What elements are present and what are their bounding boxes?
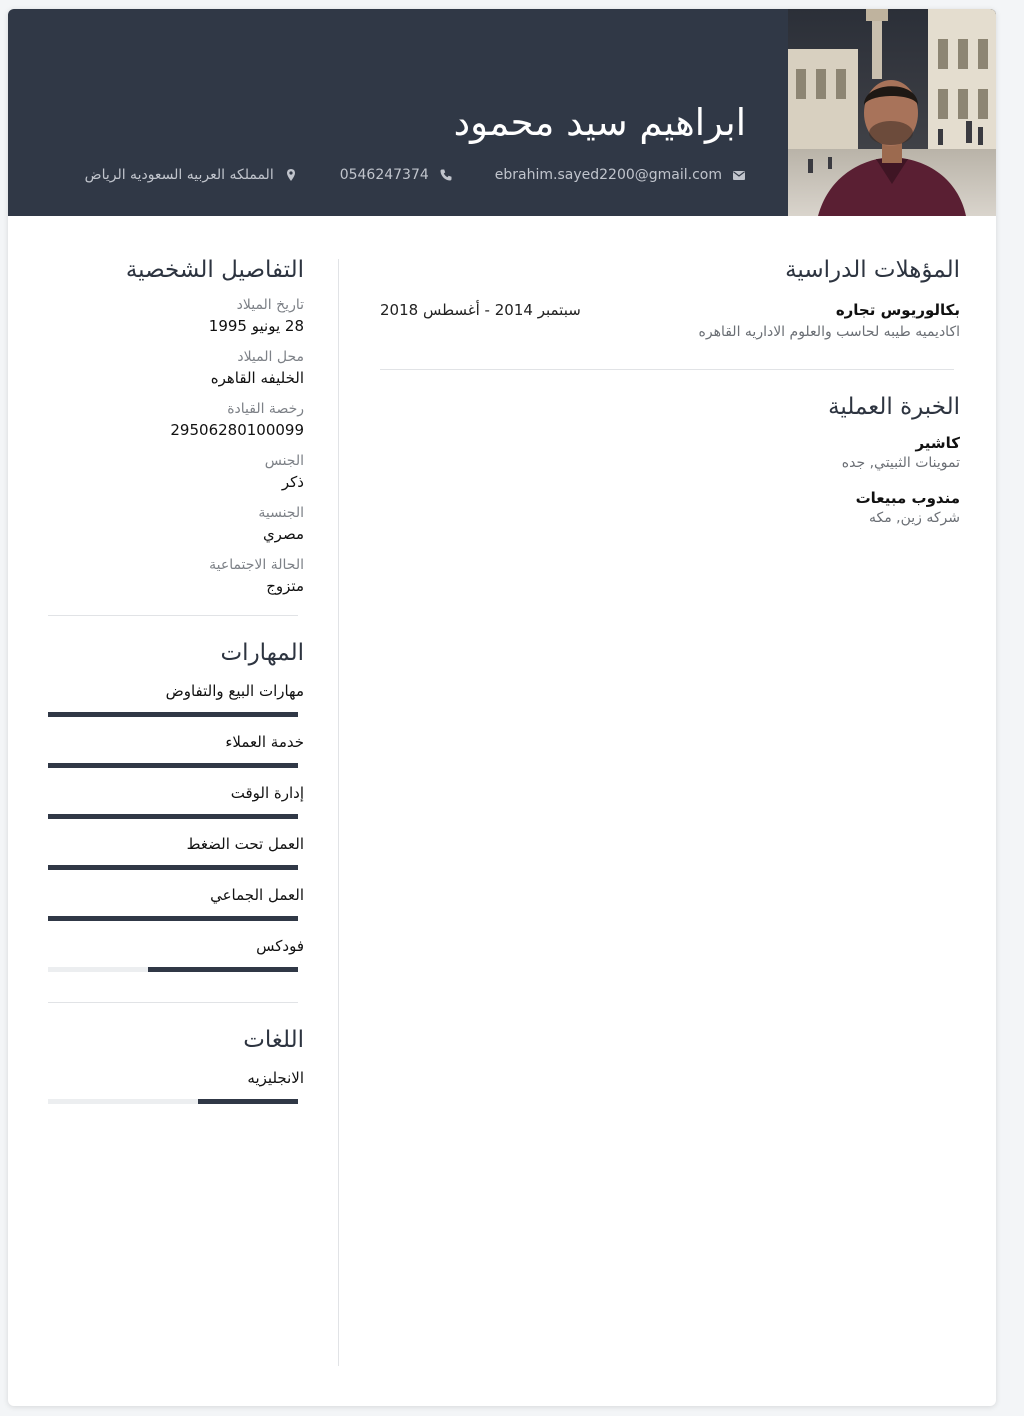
section-divider (48, 1002, 298, 1003)
detail-label: رخصة القيادة (227, 401, 304, 417)
skill-bar-fill (48, 814, 298, 819)
phone-text: 0546247374 (339, 167, 429, 183)
skill-name: العمل الجماعي (210, 886, 304, 904)
column-divider (338, 259, 339, 1366)
skill-name: مهارات البيع والتفاوض (165, 682, 304, 700)
skill-bar-fill (48, 865, 298, 870)
skill-bar-fill (148, 967, 298, 972)
candidate-name: ابراهيم سيد محمود (453, 101, 746, 144)
skill-name: إدارة الوقت (230, 784, 304, 802)
detail-value: متزوج (266, 577, 304, 595)
location-text: المملكه العربيه السعوديه الرياض (84, 167, 274, 183)
skill-bar-fill (48, 763, 298, 768)
skill-item (48, 835, 304, 870)
education-item (380, 301, 960, 353)
detail-item (48, 297, 304, 335)
language-name: الانجليزيه (247, 1069, 304, 1087)
skill-item (48, 886, 304, 921)
language-bar-fill (198, 1099, 298, 1104)
envelope-icon (732, 168, 746, 182)
job-title: كاشير (915, 434, 960, 452)
job-title: مندوب مبيعات (855, 489, 960, 507)
section-divider (48, 615, 298, 616)
education-heading: المؤهلات الدراسية (785, 257, 960, 283)
resume-header (8, 9, 996, 216)
detail-label: الجنس (264, 453, 304, 469)
resume-card (8, 9, 996, 1406)
detail-item (48, 453, 304, 491)
skill-item (48, 784, 304, 819)
job-company: شركه زين, مكه (868, 510, 960, 526)
skill-name: خدمة العملاء (225, 733, 304, 751)
personal-heading: التفاصيل الشخصية (125, 257, 304, 283)
map-pin-icon (284, 168, 298, 182)
skill-name: فودكس (256, 937, 304, 955)
contact-email[interactable] (495, 167, 746, 183)
education-dates: سبتمبر 2014 - أغسطس 2018 (380, 301, 581, 319)
skill-item (48, 682, 304, 717)
detail-item (48, 505, 304, 543)
skills-heading: المهارات (220, 640, 304, 666)
main-column (380, 257, 960, 526)
language-bar (48, 1099, 298, 1104)
detail-value: ذكر (281, 473, 304, 491)
contact-phone[interactable] (340, 167, 453, 183)
detail-item (48, 401, 304, 439)
skill-bar-fill (48, 916, 298, 921)
phone-icon (439, 168, 453, 182)
skill-bar (48, 967, 298, 972)
skill-item (48, 733, 304, 768)
experience-heading: الخبرة العملية (828, 394, 960, 420)
job-item (380, 489, 960, 526)
languages-heading: اللغات (243, 1027, 304, 1053)
skill-bar-fill (48, 712, 298, 717)
contact-info (85, 165, 746, 185)
skill-name: العمل تحت الضغط (186, 835, 304, 853)
job-company: تموينات الثبيتي, جده (841, 455, 960, 471)
job-item (380, 434, 960, 471)
detail-value: 28 يونيو 1995 (208, 317, 304, 335)
detail-item (48, 349, 304, 387)
detail-label: تاريخ الميلاد (236, 297, 304, 313)
skill-bar (48, 763, 298, 768)
degree-title: بكالوريوس تجاره (835, 301, 960, 319)
detail-label: الجنسية (258, 505, 304, 521)
side-column (48, 257, 304, 1104)
skill-bar (48, 712, 298, 717)
detail-item (48, 557, 304, 595)
detail-label: محل الميلاد (237, 349, 304, 365)
detail-value: 29506280100099 (170, 421, 304, 439)
institution-name: اكاديميه طيبه لحاسب والعلوم الاداريه القاهره (698, 324, 960, 340)
skill-bar (48, 916, 298, 921)
section-divider (380, 369, 954, 370)
profile-photo (788, 9, 996, 216)
skill-item (48, 937, 304, 972)
detail-value: الخليفه القاهره (210, 369, 304, 387)
email-text: ebrahim.sayed2200@gmail.com (494, 167, 722, 183)
skill-bar (48, 814, 298, 819)
skill-bar (48, 865, 298, 870)
detail-value: مصري (262, 525, 304, 543)
detail-label: الحالة الاجتماعية (209, 557, 304, 573)
contact-location (85, 167, 298, 183)
language-item (48, 1069, 304, 1104)
